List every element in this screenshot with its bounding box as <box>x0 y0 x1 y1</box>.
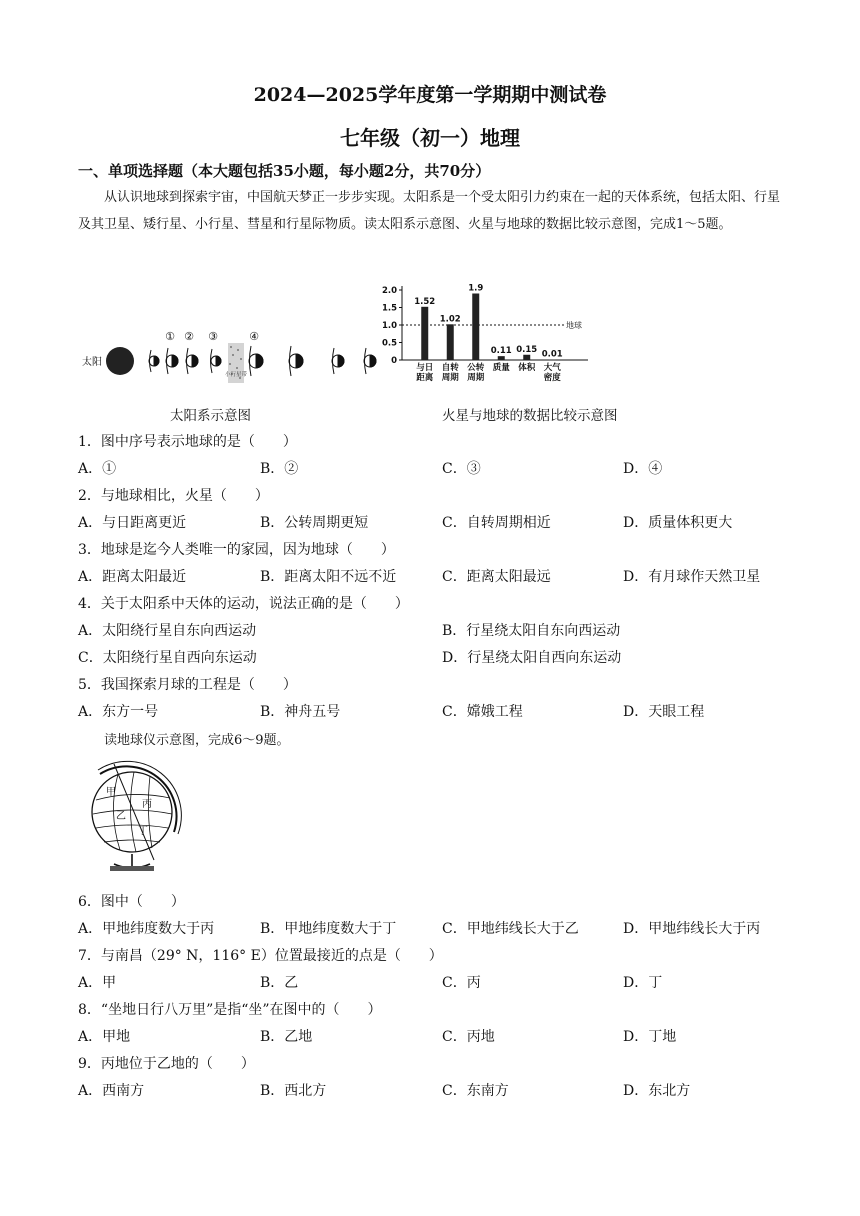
q4-option-a[interactable]: A．太阳绕行星自东向西运动 <box>78 623 257 639</box>
x-tick-label-5: 大气 <box>543 363 561 373</box>
exam-subtitle: 七年级（初一）地理 <box>340 126 520 150</box>
q3-option-b[interactable]: B．距离太阳不远不近 <box>260 569 397 585</box>
bar-4 <box>523 355 530 360</box>
planet-mars-icon <box>211 349 222 373</box>
planet-saturn-icon <box>289 346 303 376</box>
q9-option-d[interactable]: D．东北方 <box>623 1083 691 1099</box>
q8-option-b[interactable]: B．乙地 <box>260 1029 313 1045</box>
q8-option-d[interactable]: D．丁地 <box>623 1029 677 1045</box>
q6-option-d[interactable]: D．甲地纬线长大于丙 <box>623 921 761 937</box>
section-heading: 一、单项选择题（本大题包括35小题，每小题2分，共70分） <box>78 162 491 180</box>
q5-option-c[interactable]: C．嫦娥工程 <box>442 704 523 720</box>
intro-paragraph: 从认识地球到探索宇宙，中国航天梦正一步步实现。太阳系是一个受太阳引力约束在一起的天体系统，包括太阳、行星及其卫星、矮行星、小行星、彗星和行星际物质。读太阳系示意图、火星与地球的数据比较示意图，完成1～5题。 <box>78 190 781 232</box>
x-tick-label-4: 体积 <box>518 363 536 373</box>
question-1-stem: 1．图中序号表示地球的是（ ） <box>78 434 297 450</box>
globe-label-ding: 丁 <box>138 826 148 837</box>
planet-icons <box>149 346 376 376</box>
bar-1 <box>447 324 454 360</box>
bar-value-label-1: 1.02 <box>439 314 461 325</box>
x-tick-label-2-line2: 周期 <box>467 373 485 383</box>
bar-3 <box>498 356 505 360</box>
q1-option-b[interactable]: B．② <box>260 461 299 477</box>
q2-option-b[interactable]: B．公转周期更短 <box>260 515 369 531</box>
bar-2 <box>472 294 479 361</box>
intro-globe: 读地球仪示意图，完成6～9题。 <box>104 733 290 748</box>
q5-option-a[interactable]: A．东方一号 <box>78 704 159 720</box>
sun-label: 太阳 <box>82 357 102 368</box>
planet-earth-icon <box>186 348 198 374</box>
y-tick-label-0: 0 <box>391 356 397 366</box>
q7-option-c[interactable]: C．丙 <box>442 975 481 991</box>
bar-value-label-0: 1.52 <box>414 296 436 307</box>
bar-value-label-3: 0.11 <box>490 346 512 357</box>
q7-option-a[interactable]: A．甲 <box>78 975 117 991</box>
q4-option-b[interactable]: B．行星绕太阳自东向西运动 <box>442 623 621 639</box>
y-tick-label-2: 1.0 <box>381 321 397 331</box>
q6-option-b[interactable]: B．甲地纬度数大于丁 <box>260 921 397 937</box>
planet-venus-icon <box>166 348 178 374</box>
earth-reference-label: 地球 <box>566 321 582 330</box>
x-tick-label-0: 与日 <box>416 363 434 373</box>
y-tick-label-4: 2.0 <box>381 286 397 296</box>
marker-1: ① <box>165 330 175 343</box>
y-tick-label-1: 0.5 <box>381 338 397 349</box>
q3-option-d[interactable]: D．有月球作天然卫星 <box>623 569 761 585</box>
q5-option-b[interactable]: B．神舟五号 <box>260 704 341 720</box>
x-tick-label-0-line2: 距离 <box>416 373 434 383</box>
q9-option-b[interactable]: B．西北方 <box>260 1083 327 1099</box>
question-8-stem: 8．“坐地日行八万里”是指“坐”在图中的（ ） <box>78 1002 382 1018</box>
planet-uranus-icon <box>332 348 344 374</box>
solar-system-diagram <box>80 322 380 392</box>
q2-option-c[interactable]: C．自转周期相近 <box>442 515 551 531</box>
question-2-stem: 2．与地球相比，火星（ ） <box>78 488 269 504</box>
asteroid-belt <box>225 343 248 383</box>
q4-option-c[interactable]: C．太阳绕行星自西向东运动 <box>78 650 257 666</box>
planet-mercury-icon <box>149 350 159 372</box>
x-tick-label-1: 自转 <box>441 363 459 373</box>
q8-option-a[interactable]: A．甲地 <box>78 1029 131 1045</box>
q7-option-b[interactable]: B．乙 <box>260 975 299 991</box>
asteroid-belt-label: 小行星带 <box>224 372 248 378</box>
q8-option-c[interactable]: C．丙地 <box>442 1029 495 1045</box>
exam-title: 2024—2025学年度第一学期期中测试卷 <box>253 84 607 106</box>
question-5-stem: 5．我国探索月球的工程是（ ） <box>78 677 297 693</box>
globe-diagram <box>76 760 188 878</box>
sun-icon <box>106 347 134 375</box>
q5-option-d[interactable]: D．天眼工程 <box>623 704 705 720</box>
question-9-stem: 9．丙地位于乙地的（ ） <box>78 1056 255 1072</box>
q9-option-c[interactable]: C．东南方 <box>442 1083 509 1099</box>
q4-option-d[interactable]: D．行星绕太阳自西向东运动 <box>442 650 622 666</box>
q2-option-d[interactable]: D．质量体积更大 <box>623 515 733 531</box>
planet-jupiter-icon <box>249 346 263 376</box>
question-4-stem: 4．关于太阳系中天体的运动，说法正确的是（ ） <box>78 596 409 612</box>
globe-label-jia: 甲 <box>106 787 116 798</box>
x-tick-label-1-line2: 周期 <box>441 373 459 383</box>
question-7-stem: 7．与南昌（29° N，116° E）位置最接近的点是（ ） <box>78 948 443 964</box>
bar-0 <box>421 307 428 360</box>
chart-caption: 火星与地球的数据比较示意图 <box>442 408 618 424</box>
q3-option-c[interactable]: C．距离太阳最远 <box>442 569 551 585</box>
globe-label-yi: 乙 <box>116 811 126 822</box>
q1-option-a[interactable]: A．① <box>78 461 117 477</box>
globe-label-bing: 丙 <box>142 799 152 810</box>
q2-option-a[interactable]: A．与日距离更近 <box>78 515 187 531</box>
x-tick-label-2: 公转 <box>467 363 485 373</box>
y-tick-label-3: 1.5 <box>381 303 397 314</box>
planet-markers <box>165 330 259 343</box>
globe-stand <box>112 854 152 868</box>
bar-value-label-4: 0.15 <box>516 344 538 355</box>
bar-value-label-2: 1.9 <box>468 283 484 294</box>
q3-option-a[interactable]: A．距离太阳最近 <box>78 569 187 585</box>
x-tick-label-3: 质量 <box>492 363 510 373</box>
marker-4: ④ <box>249 330 259 343</box>
q7-option-d[interactable]: D．丁 <box>623 975 663 991</box>
q1-option-d[interactable]: D．④ <box>623 461 663 477</box>
marker-3: ③ <box>208 330 218 343</box>
mars-earth-chart <box>372 282 592 386</box>
marker-2: ② <box>184 330 194 343</box>
question-3-stem: 3．地球是迄今人类唯一的家园，因为地球（ ） <box>78 542 395 558</box>
q1-option-c[interactable]: C．③ <box>442 461 481 477</box>
question-6-stem: 6．图中（ ） <box>78 894 185 910</box>
q6-option-c[interactable]: C．甲地纬线长大于乙 <box>442 921 579 937</box>
q9-option-a[interactable]: A．西南方 <box>78 1083 145 1099</box>
solar-caption: 太阳系示意图 <box>170 408 251 424</box>
x-tick-label-5-line2: 密度 <box>543 373 561 383</box>
q6-option-a[interactable]: A．甲地纬度数大于丙 <box>78 921 215 937</box>
bar-value-label-5: 0.01 <box>541 349 563 360</box>
bar-5 <box>549 360 556 361</box>
